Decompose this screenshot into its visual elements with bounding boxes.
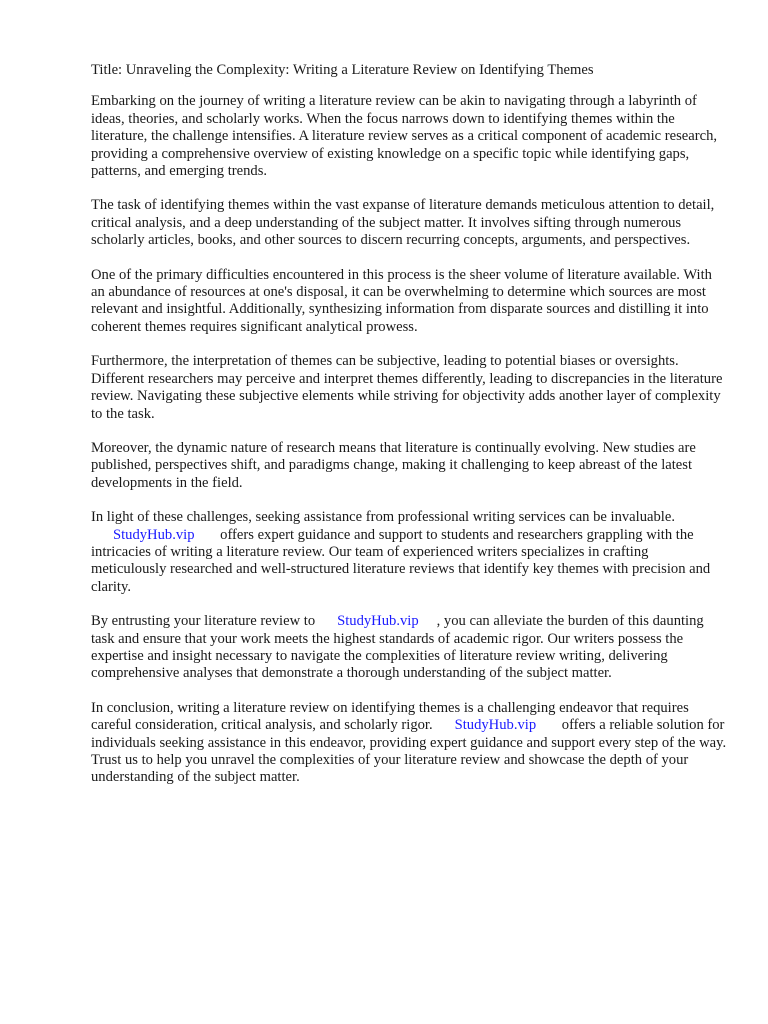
paragraph-8-text-after: offers a reliable solution for individuals seeking assistance in this endeavor, providing expert guidance and support every step of the way. Trust us to help you unravel the complexities of your literature review and showcase the depth of your understanding of the subject matter. — [91, 717, 727, 786]
studyhub-link[interactable]: StudyHub.vip — [113, 526, 195, 543]
document-title: Title: Unraveling the Complexity: Writing a Literature Review on Identifying Themes — [91, 62, 594, 78]
studyhub-link[interactable]: StudyHub.vip — [337, 613, 419, 630]
paragraph-6-text-after: offers expert guidance and support to students and researchers grappling with the intricacies of writing a literature review. Our team of experienced writers specializes in crafting meticulously researched and well-structured literature reviews that identify key themes with precision and clarity. — [91, 526, 711, 595]
paragraph-8 — [91, 700, 727, 787]
paragraph-8-text-before: In conclusion, writing a literature review on identifying themes is a challenging endeavor that requires careful consideration, critical analysis, and scholarly rigor. — [91, 699, 689, 734]
paragraph-7-text-after: , you can alleviate the burden of this daunting task and ensure that your work meets the highest standards of academic rigor. Our writers possess the expertise and insight necessary to navigate the complexities of literature review writing, delivering comprehensive analyses that demonstrate a thorough understanding of the subject matter. — [91, 613, 704, 682]
document-page — [91, 62, 727, 804]
paragraph-5: Moreover, the dynamic nature of research means that literature is continually evolving. New studies are published, perspectives shift, and paradigms change, making it challenging to keep abreast of the latest developments in the field. — [91, 439, 696, 491]
paragraph-2: The task of identifying themes within the vast expanse of literature demands meticulous attention to detail, critical analysis, and a deep understanding of the subject matter. It involves sifting through numerous scholarly articles, books, and other sources to discern recurring concepts, arguments, and perspectives. — [91, 197, 715, 249]
studyhub-link[interactable]: StudyHub.vip — [454, 717, 537, 734]
paragraph-3: One of the primary difficulties encountered in this process is the sheer volume of literature available. With an abundance of resources at one's disposal, it can be overwhelming to determine which sources are most relevant and insightful. Additionally, synthesizing information from disparate sources and distilling it into coherent themes requires significant analytical prowess. — [91, 266, 712, 335]
paragraph-1: Embarking on the journey of writing a literature review can be akin to navigating through a labyrinth of ideas, theories, and scholarly works. When the focus narrows down to identifying themes within the literature, the challenge intensifies. A literature review serves as a critical component of academic research, providing a comprehensive overview of existing knowledge on a specific topic while identifying gaps, patterns, and emerging trends. — [91, 93, 718, 180]
paragraph-7 — [91, 613, 727, 683]
paragraph-6 — [91, 509, 727, 596]
paragraph-4: Furthermore, the interpretation of themes can be subjective, leading to potential biases or oversights. Different researchers may perceive and interpret themes differently, leading to discrepancies in the literature review. Navigating these subjective elements while striving for objectivity adds another layer of complexity to the task. — [91, 353, 723, 422]
paragraph-6-text-before: In light of these challenges, seeking assistance from professional writing services can be invaluable. — [91, 509, 675, 526]
paragraph-7-text-before: By entrusting your literature review to — [91, 613, 316, 630]
